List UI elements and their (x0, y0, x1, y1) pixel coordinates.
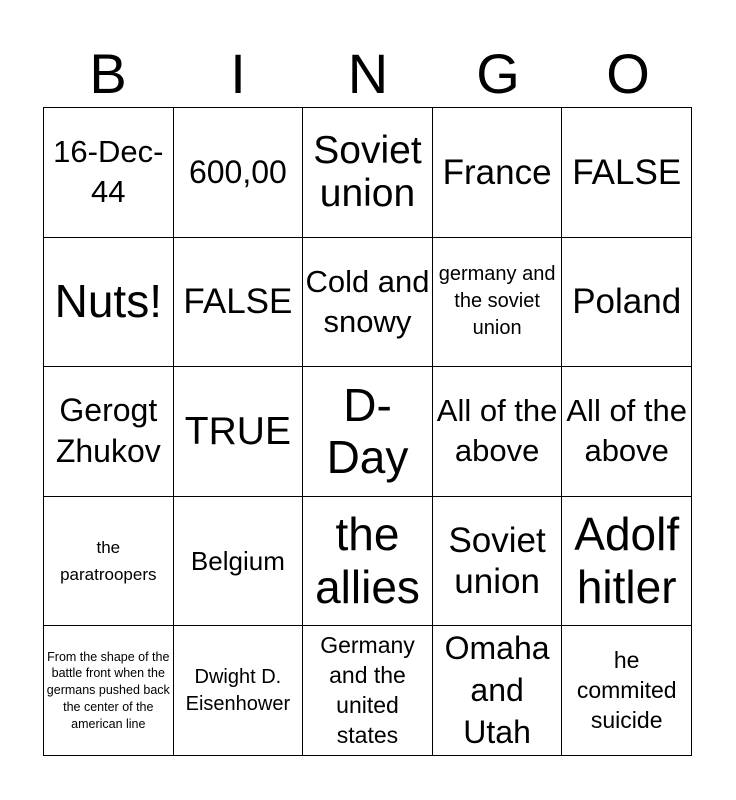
bingo-cell: germany and the soviet union (433, 238, 563, 368)
header-letter-b: B (89, 42, 127, 105)
header-letter-g: G (476, 42, 520, 105)
bingo-cell: Soviet union (303, 108, 433, 238)
bingo-cell: FALSE (562, 108, 692, 238)
bingo-cell: the allies (303, 497, 433, 627)
bingo-header (43, 40, 693, 108)
bingo-cell: Cold and snowy (303, 238, 433, 368)
bingo-cell: Dwight D. Eisenhower (174, 626, 304, 756)
bingo-cell: Gerogt Zhukov (44, 367, 174, 497)
bingo-cell: he commited suicide (562, 626, 692, 756)
bingo-cell: TRUE (174, 367, 304, 497)
bingo-cell: All of the above (433, 367, 563, 497)
header-letter-o: O (606, 42, 650, 105)
bingo-cell: All of the above (562, 367, 692, 497)
bingo-grid (43, 107, 692, 756)
bingo-cell: Adolf hitler (562, 497, 692, 627)
bingo-cell: FALSE (174, 238, 304, 368)
bingo-cell: Belgium (174, 497, 304, 627)
bingo-cell: Soviet union (433, 497, 563, 627)
bingo-cell: the paratroopers (44, 497, 174, 627)
bingo-cell: 16-Dec-44 (44, 108, 174, 238)
bingo-cell: Poland (562, 238, 692, 368)
bingo-cell: From the shape of the battle front when the germans pushed back the center of the american line (44, 626, 174, 756)
header-letter-i: I (230, 42, 246, 105)
header-letter-n: N (347, 42, 389, 105)
bingo-cell: France (433, 108, 563, 238)
bingo-cell: D-Day (303, 367, 433, 497)
bingo-cell: Nuts! (44, 238, 174, 368)
bingo-cell: Germany and the united states (303, 626, 433, 756)
bingo-cell: 600,00 (174, 108, 304, 238)
bingo-cell: Omaha and Utah (433, 626, 563, 756)
